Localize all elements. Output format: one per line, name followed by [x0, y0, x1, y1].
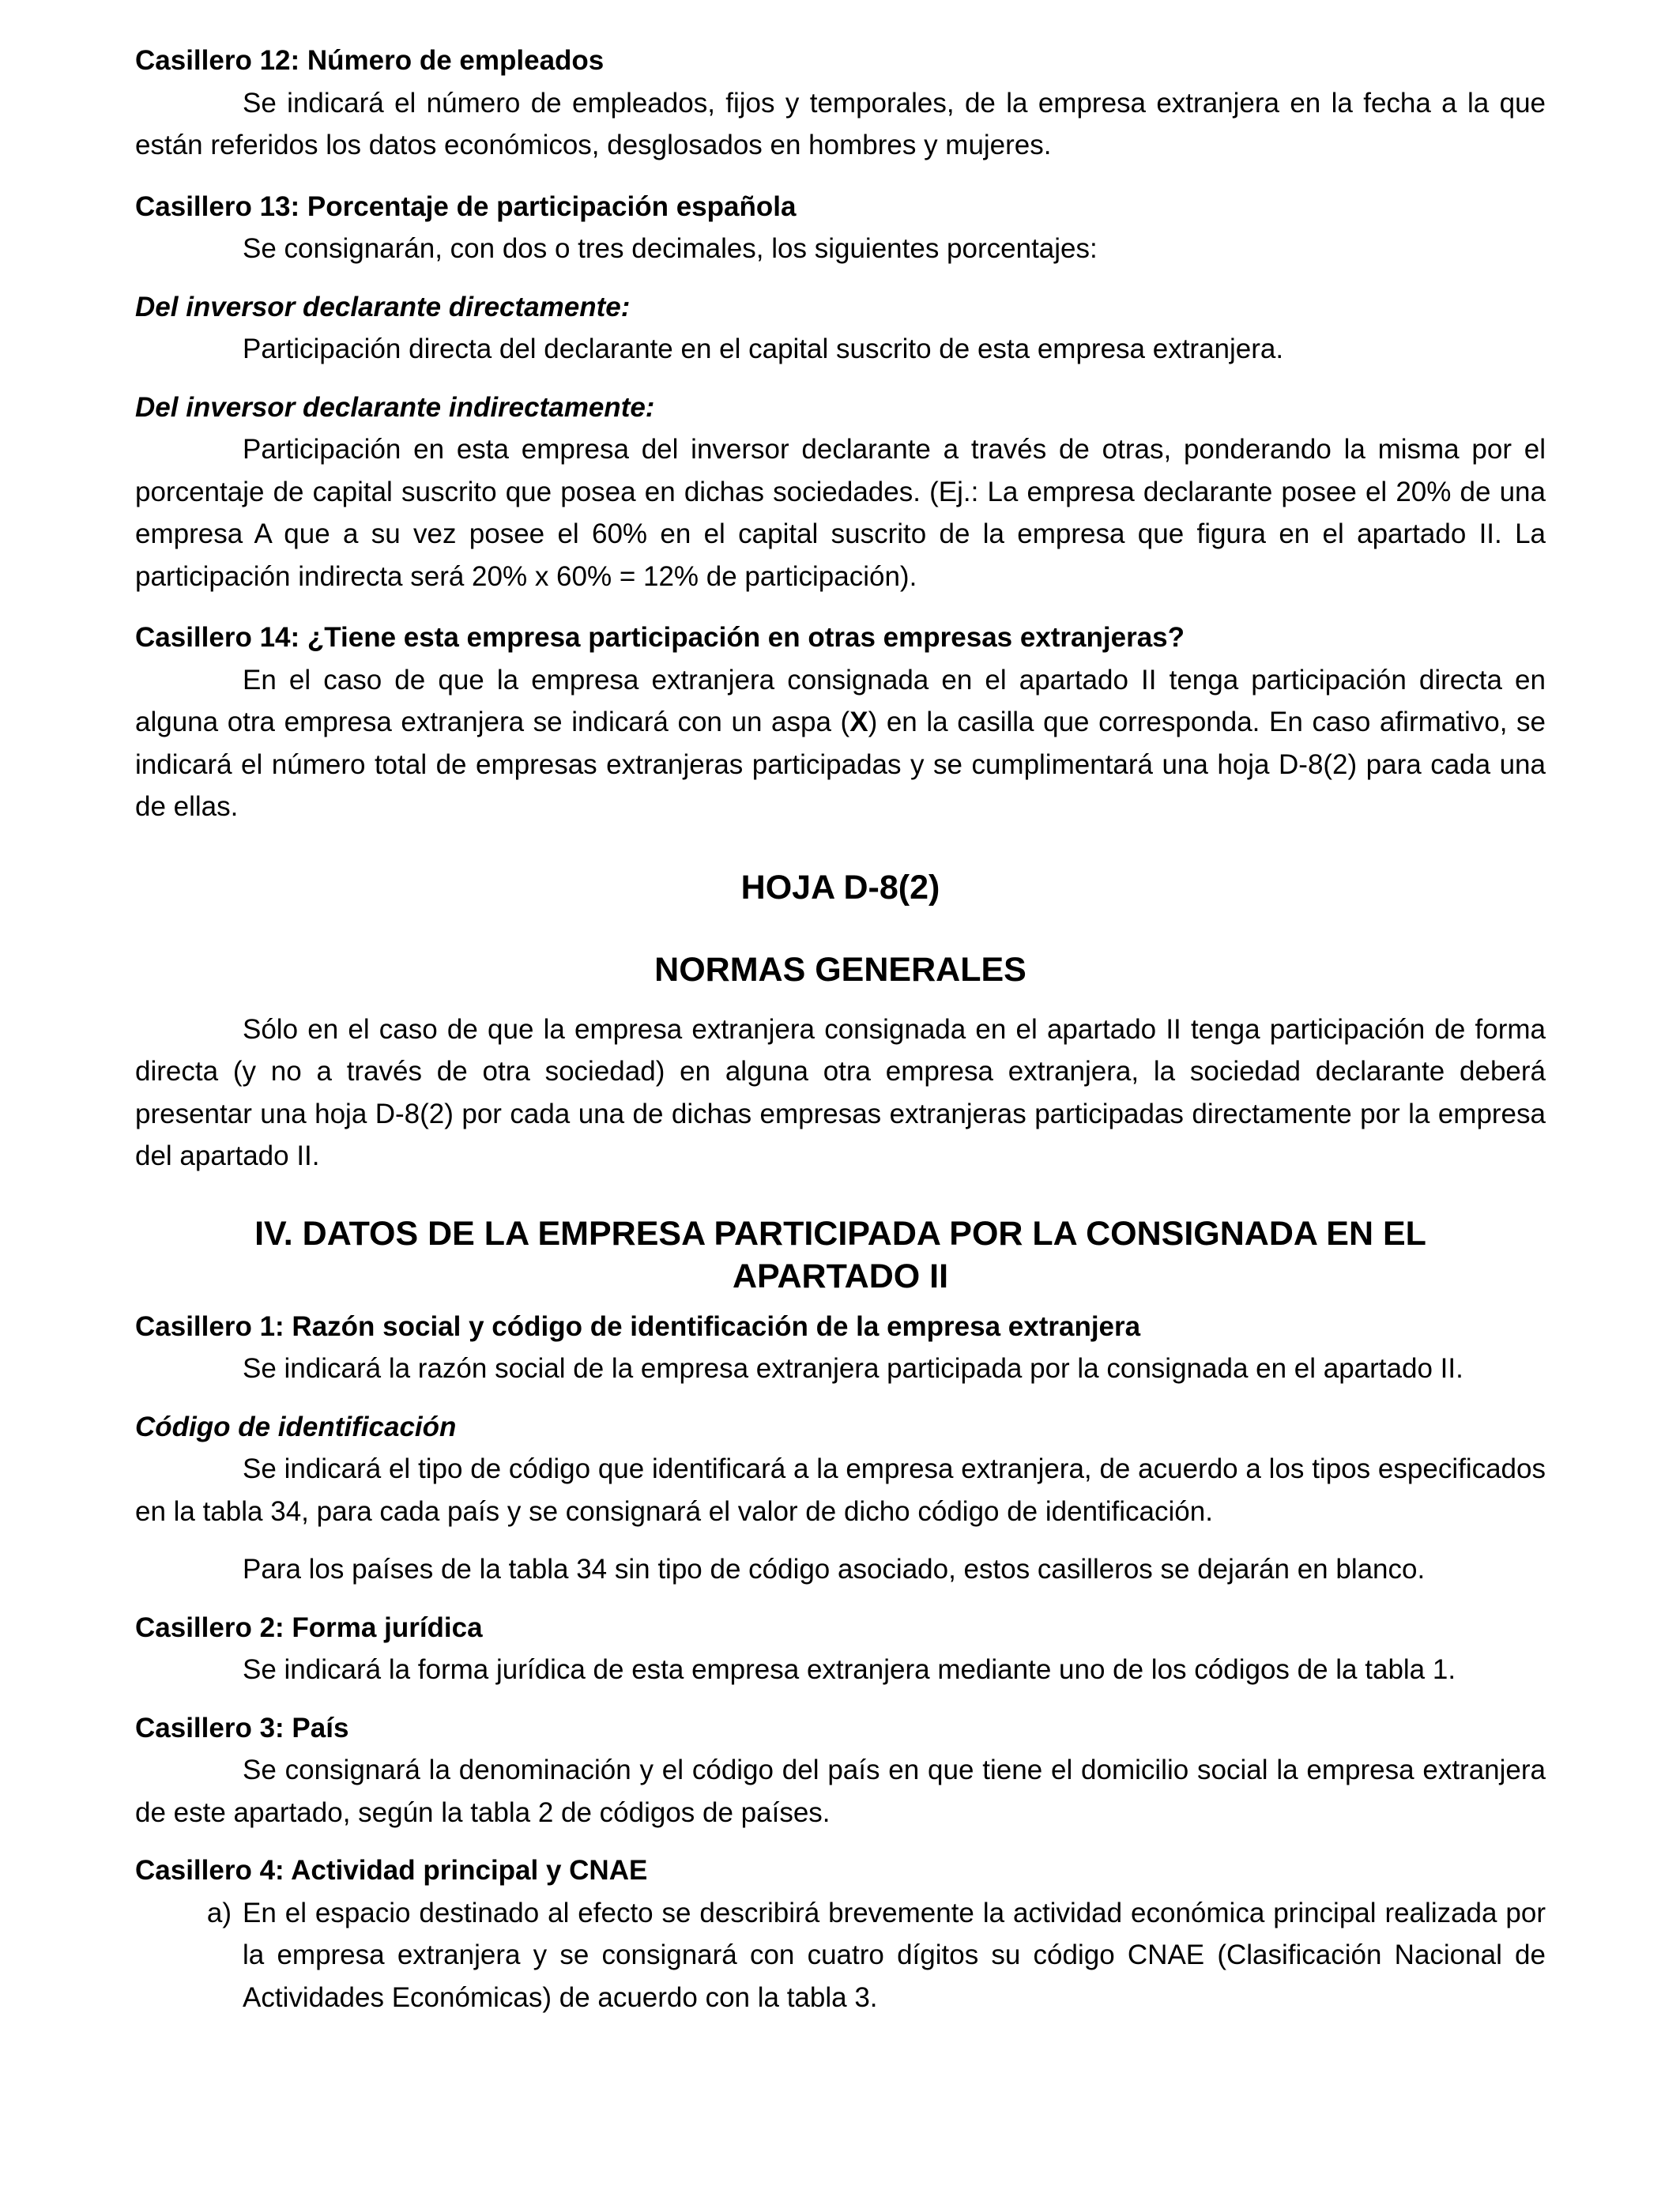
list-marker: a): [206, 1897, 232, 1928]
casillero-13-heading: Casillero 13: Porcentaje de participación española: [135, 190, 797, 222]
casillero-14-body: [135, 659, 1546, 828]
casillero-14-heading: Casillero 14: ¿Tiene esta empresa participación en otras empresas extranjeras?: [135, 622, 1185, 653]
casillero-3-body: Se consignará la denominación y el código del país en que tiene el domicilio social la empresa extranjera de este apartado, según la tabla 2 de códigos de países.: [135, 1755, 1546, 1828]
list-item-text: En el espacio destinado al efecto se describirá brevemente la actividad económica principal realizada por la empresa extranjera y se consignará con cuatro dígitos su código CNAE (Clasificación Nacional de Actividades Económicas) de acuerdo con la tabla 3.: [243, 1897, 1546, 2013]
casillero-3-heading: Casillero 3: País: [135, 1712, 349, 1744]
casillero-14-body-post: ) en la casilla que corresponda. En caso afirmativo, se indicará el número total de empresas extranjeras participadas y se cumplimentará una hoja D-8(2) para cada una de ellas.: [135, 707, 1546, 822]
direct-investor-body: Participación directa del declarante en el capital suscrito de esta empresa extranjera.: [243, 334, 1284, 364]
casillero-4-item-a: [135, 1892, 1546, 2019]
casillero-1-heading: Casillero 1: Razón social y código de identificación de la empresa extranjera: [135, 1310, 1141, 1342]
section-iv-title-line2: APARTADO II: [732, 1257, 949, 1295]
indirect-investor-heading: Del inversor declarante indirectamente:: [135, 391, 655, 423]
indirect-investor-body: Participación en esta empresa del inversor declarante a través de otras, ponderando la misma por el porcentaje de capital suscrito que posea en dichas sociedades. (Ej.: La empresa declarante posee el 20% de una empresa A que a su vez posee el 60% en el capital suscrito de la empresa que figura en el apartado II. La participación indirecta será 20% x 60% = 12% de participación).: [135, 434, 1546, 592]
codigo-identificacion-body-2: Para los países de la tabla 34 sin tipo de código asociado, estos casilleros se dejarán en blanco.: [243, 1554, 1426, 1585]
casillero-4-heading: Casillero 4: Actividad principal y CNAE: [135, 1855, 648, 1886]
section-iv-title: [135, 1212, 1546, 1298]
aspa-mark: X: [849, 707, 868, 737]
codigo-identificacion-heading: Código de identificación: [135, 1411, 457, 1442]
casillero-13-body: Se consignarán, con dos o tres decimales, los siguientes porcentajes:: [243, 233, 1098, 264]
casillero-2-body: Se indicará la forma jurídica de esta empresa extranjera mediante uno de los códigos de la tabla 1.: [243, 1654, 1456, 1685]
direct-investor-heading: Del inversor declarante directamente:: [135, 291, 631, 322]
normas-generales-title: NORMAS GENERALES: [654, 950, 1026, 989]
document-page: [135, 40, 1546, 2019]
casillero-1-body: Se indicará la razón social de la empresa extranjera participada por la consignada en el apartado II.: [243, 1353, 1463, 1384]
codigo-identificacion-body: Se indicará el tipo de código que identificará a la empresa extranjera, de acuerdo a los tipos especificados en la tabla 34, para cada país y se consignará el valor de dicho código de identificación.: [135, 1453, 1546, 1527]
casillero-14-body-pre: En el caso de que la empresa extranjera consignada en el apartado II tenga participación directa en alguna otra empresa extranjera se indicará con un aspa (: [135, 664, 1546, 737]
casillero-2-heading: Casillero 2: Forma jurídica: [135, 1612, 483, 1643]
casillero-12-body: Se indicará el número de empleados, fijos y temporales, de la empresa extranjera en la fecha a la que están referidos los datos económicos, desglosados en hombres y mujeres.: [135, 87, 1546, 160]
hoja-title: HOJA D-8(2): [740, 868, 940, 907]
section-iv-title-line1: IV. DATOS DE LA EMPRESA PARTICIPADA POR LA CONSIGNADA EN EL: [254, 1214, 1426, 1253]
casillero-12-heading: Casillero 12: Número de empleados: [135, 45, 605, 76]
normas-generales-body: Sólo en el caso de que la empresa extranjera consignada en el apartado II tenga participación de forma directa (y no a través de otra sociedad) en alguna otra empresa extranjera, la sociedad declarante deberá presentar una hoja D-8(2) por cada una de dichas empresas extranjeras participadas directamente por la empresa del apartado II.: [135, 1013, 1546, 1171]
